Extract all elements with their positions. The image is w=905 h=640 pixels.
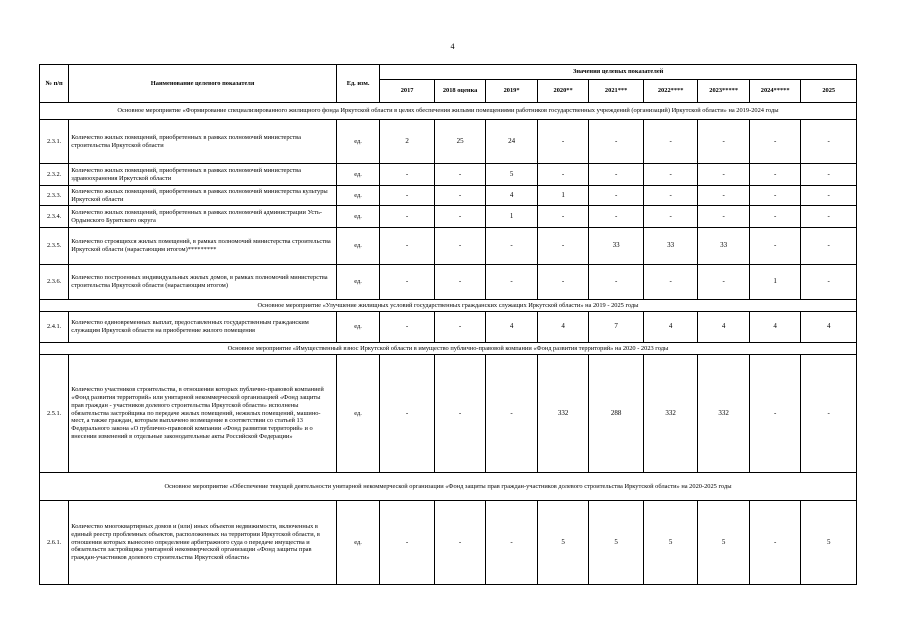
table-row: [40, 228, 857, 265]
value-cell: -: [698, 206, 750, 228]
value-cell: -: [434, 312, 486, 343]
value-cell: 5: [537, 501, 589, 585]
value-cell: -: [434, 501, 486, 585]
value-cell: -: [380, 228, 435, 265]
header-year: 2019*: [486, 80, 538, 103]
value-cell: -: [801, 355, 857, 473]
table-row: [40, 355, 857, 473]
value-cell: 2: [380, 120, 435, 164]
value-cell: -: [698, 164, 750, 186]
value-cell: 33: [589, 228, 644, 265]
value-cell: -: [434, 228, 486, 265]
value-cell: -: [698, 265, 750, 300]
value-cell: -: [434, 186, 486, 206]
unit-cell: ед.: [336, 265, 379, 300]
unit-cell: ед.: [336, 312, 379, 343]
section-title: Основное мероприятие «Имущественный взнос Иркутской области в имущество публично-правовой компании «Фонд развития территорий» на 2020 - 2023 годы: [40, 343, 857, 355]
value-cell: -: [537, 164, 589, 186]
table-row: [40, 164, 857, 186]
value-cell: -: [380, 501, 435, 585]
value-cell: 33: [643, 228, 698, 265]
value-cell: -: [537, 228, 589, 265]
header-num: № п/п: [40, 65, 69, 103]
value-cell: 4: [698, 312, 750, 343]
value-cell: -: [434, 206, 486, 228]
section-title: Основное мероприятие «Формирование специализированного жилищного фонда Иркутской области в целях обеспечения жилыми помещениями работников государственных учреждений (организаций) Иркутской области» на 2019-2024 годы: [40, 103, 857, 120]
unit-cell: ед.: [336, 186, 379, 206]
value-cell: 4: [749, 312, 801, 343]
value-cell: 5: [801, 501, 857, 585]
value-cell: -: [589, 206, 644, 228]
value-cell: 332: [537, 355, 589, 473]
row-number: 2.6.1.: [40, 501, 69, 585]
value-cell: -: [380, 355, 435, 473]
value-cell: 5: [486, 164, 538, 186]
value-cell: -: [486, 265, 538, 300]
row-number: 2.3.2.: [40, 164, 69, 186]
header-name: Наименование целевого показателя: [69, 65, 337, 103]
unit-cell: ед.: [336, 120, 379, 164]
value-cell: -: [537, 206, 589, 228]
section-row: [40, 103, 857, 120]
value-cell: -: [698, 186, 750, 206]
row-number: 2.3.6.: [40, 265, 69, 300]
table-body: [40, 103, 857, 585]
row-number: 2.3.5.: [40, 228, 69, 265]
value-cell: -: [749, 186, 801, 206]
indicator-name: Количество жилых помещений, приобретенных в рамках полномочий администрации Усть-Ордынского Бурятского округа: [69, 206, 337, 228]
value-cell: -: [801, 206, 857, 228]
unit-cell: ед.: [336, 501, 379, 585]
header-year: 2022****: [643, 80, 698, 103]
value-cell: 5: [698, 501, 750, 585]
value-cell: 4: [486, 186, 538, 206]
value-cell: -: [698, 120, 750, 164]
value-cell: -: [589, 265, 644, 300]
indicators-table: [39, 64, 857, 585]
value-cell: -: [380, 206, 435, 228]
unit-cell: ед.: [336, 228, 379, 265]
row-number: 2.5.1.: [40, 355, 69, 473]
value-cell: -: [801, 186, 857, 206]
value-cell: 4: [801, 312, 857, 343]
header-unit: Ед. изм.: [336, 65, 379, 103]
value-cell: -: [643, 265, 698, 300]
value-cell: 332: [698, 355, 750, 473]
section-title: Основное мероприятие «Обеспечение текущей деятельности унитарной некоммерческой организации «Фонд защиты прав граждан-участников долевого строительства Иркутской области» на 2020-2025 годы: [40, 473, 857, 501]
value-cell: -: [434, 265, 486, 300]
table-row: [40, 501, 857, 585]
header-year: 2025: [801, 80, 857, 103]
header-year: 2024*****: [749, 80, 801, 103]
header-row-top: [40, 65, 857, 80]
table-row: [40, 312, 857, 343]
section-row: [40, 300, 857, 312]
value-cell: -: [643, 120, 698, 164]
value-cell: -: [380, 186, 435, 206]
value-cell: -: [434, 164, 486, 186]
header-year: 2017: [380, 80, 435, 103]
value-cell: 288: [589, 355, 644, 473]
row-number: 2.3.4.: [40, 206, 69, 228]
value-cell: 33: [698, 228, 750, 265]
table-row: [40, 186, 857, 206]
value-cell: -: [537, 265, 589, 300]
value-cell: -: [589, 120, 644, 164]
value-cell: 1: [486, 206, 538, 228]
table-row: [40, 206, 857, 228]
header-year: 2018 оценка: [434, 80, 486, 103]
value-cell: 4: [486, 312, 538, 343]
value-cell: -: [589, 186, 644, 206]
indicator-name: Количество участников строительства, в отношении которых публично-правовой компанией «Фонд развития территорий» или унитарной некоммерческой организацией «Фонд защиты прав граждан - участников долевого строительства Иркутской области» исполнены обязательства застройщика по передаче жилых помещений, нежилых помещений, машино-мест, а также граждан, которым выплачено возмещение в соответствии со статьей 13 Федерального закона «О публично-правовой компании «Фонд развития территорий» и о внесении изменений в отдельные законодательные акты Российской Федерации»: [69, 355, 337, 473]
value-cell: -: [434, 355, 486, 473]
value-cell: -: [749, 206, 801, 228]
indicator-name: Количество жилых помещений, приобретенных в рамках полномочий министерства здравоохранения Иркутской области: [69, 164, 337, 186]
indicator-name: Количество построенных индивидуальных жилых домов, в рамках полномочий министерства строительства Иркутской области (нарастающим итогом): [69, 265, 337, 300]
value-cell: -: [537, 120, 589, 164]
value-cell: -: [749, 164, 801, 186]
indicator-name: Количество жилых помещений, приобретенных в рамках полномочий министерства строительства Иркутской области: [69, 120, 337, 164]
value-cell: -: [749, 120, 801, 164]
indicator-name: Количество строящихся жилых помещений, в рамках полномочий министерства строительства Иркутской области (нарастающим итогом)*********: [69, 228, 337, 265]
value-cell: -: [486, 501, 538, 585]
value-cell: -: [749, 355, 801, 473]
value-cell: 332: [643, 355, 698, 473]
row-number: 2.3.3.: [40, 186, 69, 206]
value-cell: -: [643, 206, 698, 228]
value-cell: -: [486, 355, 538, 473]
value-cell: 1: [537, 186, 589, 206]
value-cell: -: [801, 164, 857, 186]
table-row: [40, 120, 857, 164]
value-cell: 5: [589, 501, 644, 585]
row-number: 2.3.1.: [40, 120, 69, 164]
value-cell: 24: [486, 120, 538, 164]
unit-cell: ед.: [336, 164, 379, 186]
section-row: [40, 343, 857, 355]
row-number: 2.4.1.: [40, 312, 69, 343]
value-cell: -: [801, 265, 857, 300]
value-cell: -: [643, 164, 698, 186]
section-title: Основное мероприятие «Улучшение жилищных условий государственных гражданских служащих Иркутской области» на 2019 - 2025 годы: [40, 300, 857, 312]
header-values-group: Значения целевых показателей: [380, 65, 857, 80]
indicator-name: Количество единовременных выплат, предоставленных государственным гражданским служащим Иркутской области на приобретение жилого помещения: [69, 312, 337, 343]
value-cell: -: [643, 186, 698, 206]
table-row: [40, 265, 857, 300]
value-cell: 7: [589, 312, 644, 343]
header-year: 2020**: [537, 80, 589, 103]
value-cell: -: [749, 228, 801, 265]
value-cell: -: [380, 265, 435, 300]
value-cell: -: [380, 164, 435, 186]
value-cell: 4: [537, 312, 589, 343]
value-cell: -: [801, 228, 857, 265]
value-cell: -: [486, 228, 538, 265]
value-cell: -: [749, 501, 801, 585]
section-row: [40, 473, 857, 501]
value-cell: -: [589, 164, 644, 186]
header-year: 2023*****: [698, 80, 750, 103]
value-cell: 4: [643, 312, 698, 343]
unit-cell: ед.: [336, 206, 379, 228]
header-year: 2021***: [589, 80, 644, 103]
value-cell: -: [380, 312, 435, 343]
value-cell: 5: [643, 501, 698, 585]
value-cell: -: [801, 120, 857, 164]
indicator-name: Количество многоквартирных домов и (или) иных объектов недвижимости, включенных в единый реестр проблемных объектов, расположенных на территории Иркутской области, в отношении которых вынесено определение арбитражного суда о передаче имущества и обязательств застройщика унитарной некоммерческой организации «Фонд защиты прав граждан-участников долевого строительства Иркутской области»: [69, 501, 337, 585]
indicator-name: Количество жилых помещений, приобретенных в рамках полномочий министерства культуры Иркутской области: [69, 186, 337, 206]
unit-cell: ед.: [336, 355, 379, 473]
value-cell: 25: [434, 120, 486, 164]
value-cell: 1: [749, 265, 801, 300]
page-number: 4: [450, 42, 455, 51]
